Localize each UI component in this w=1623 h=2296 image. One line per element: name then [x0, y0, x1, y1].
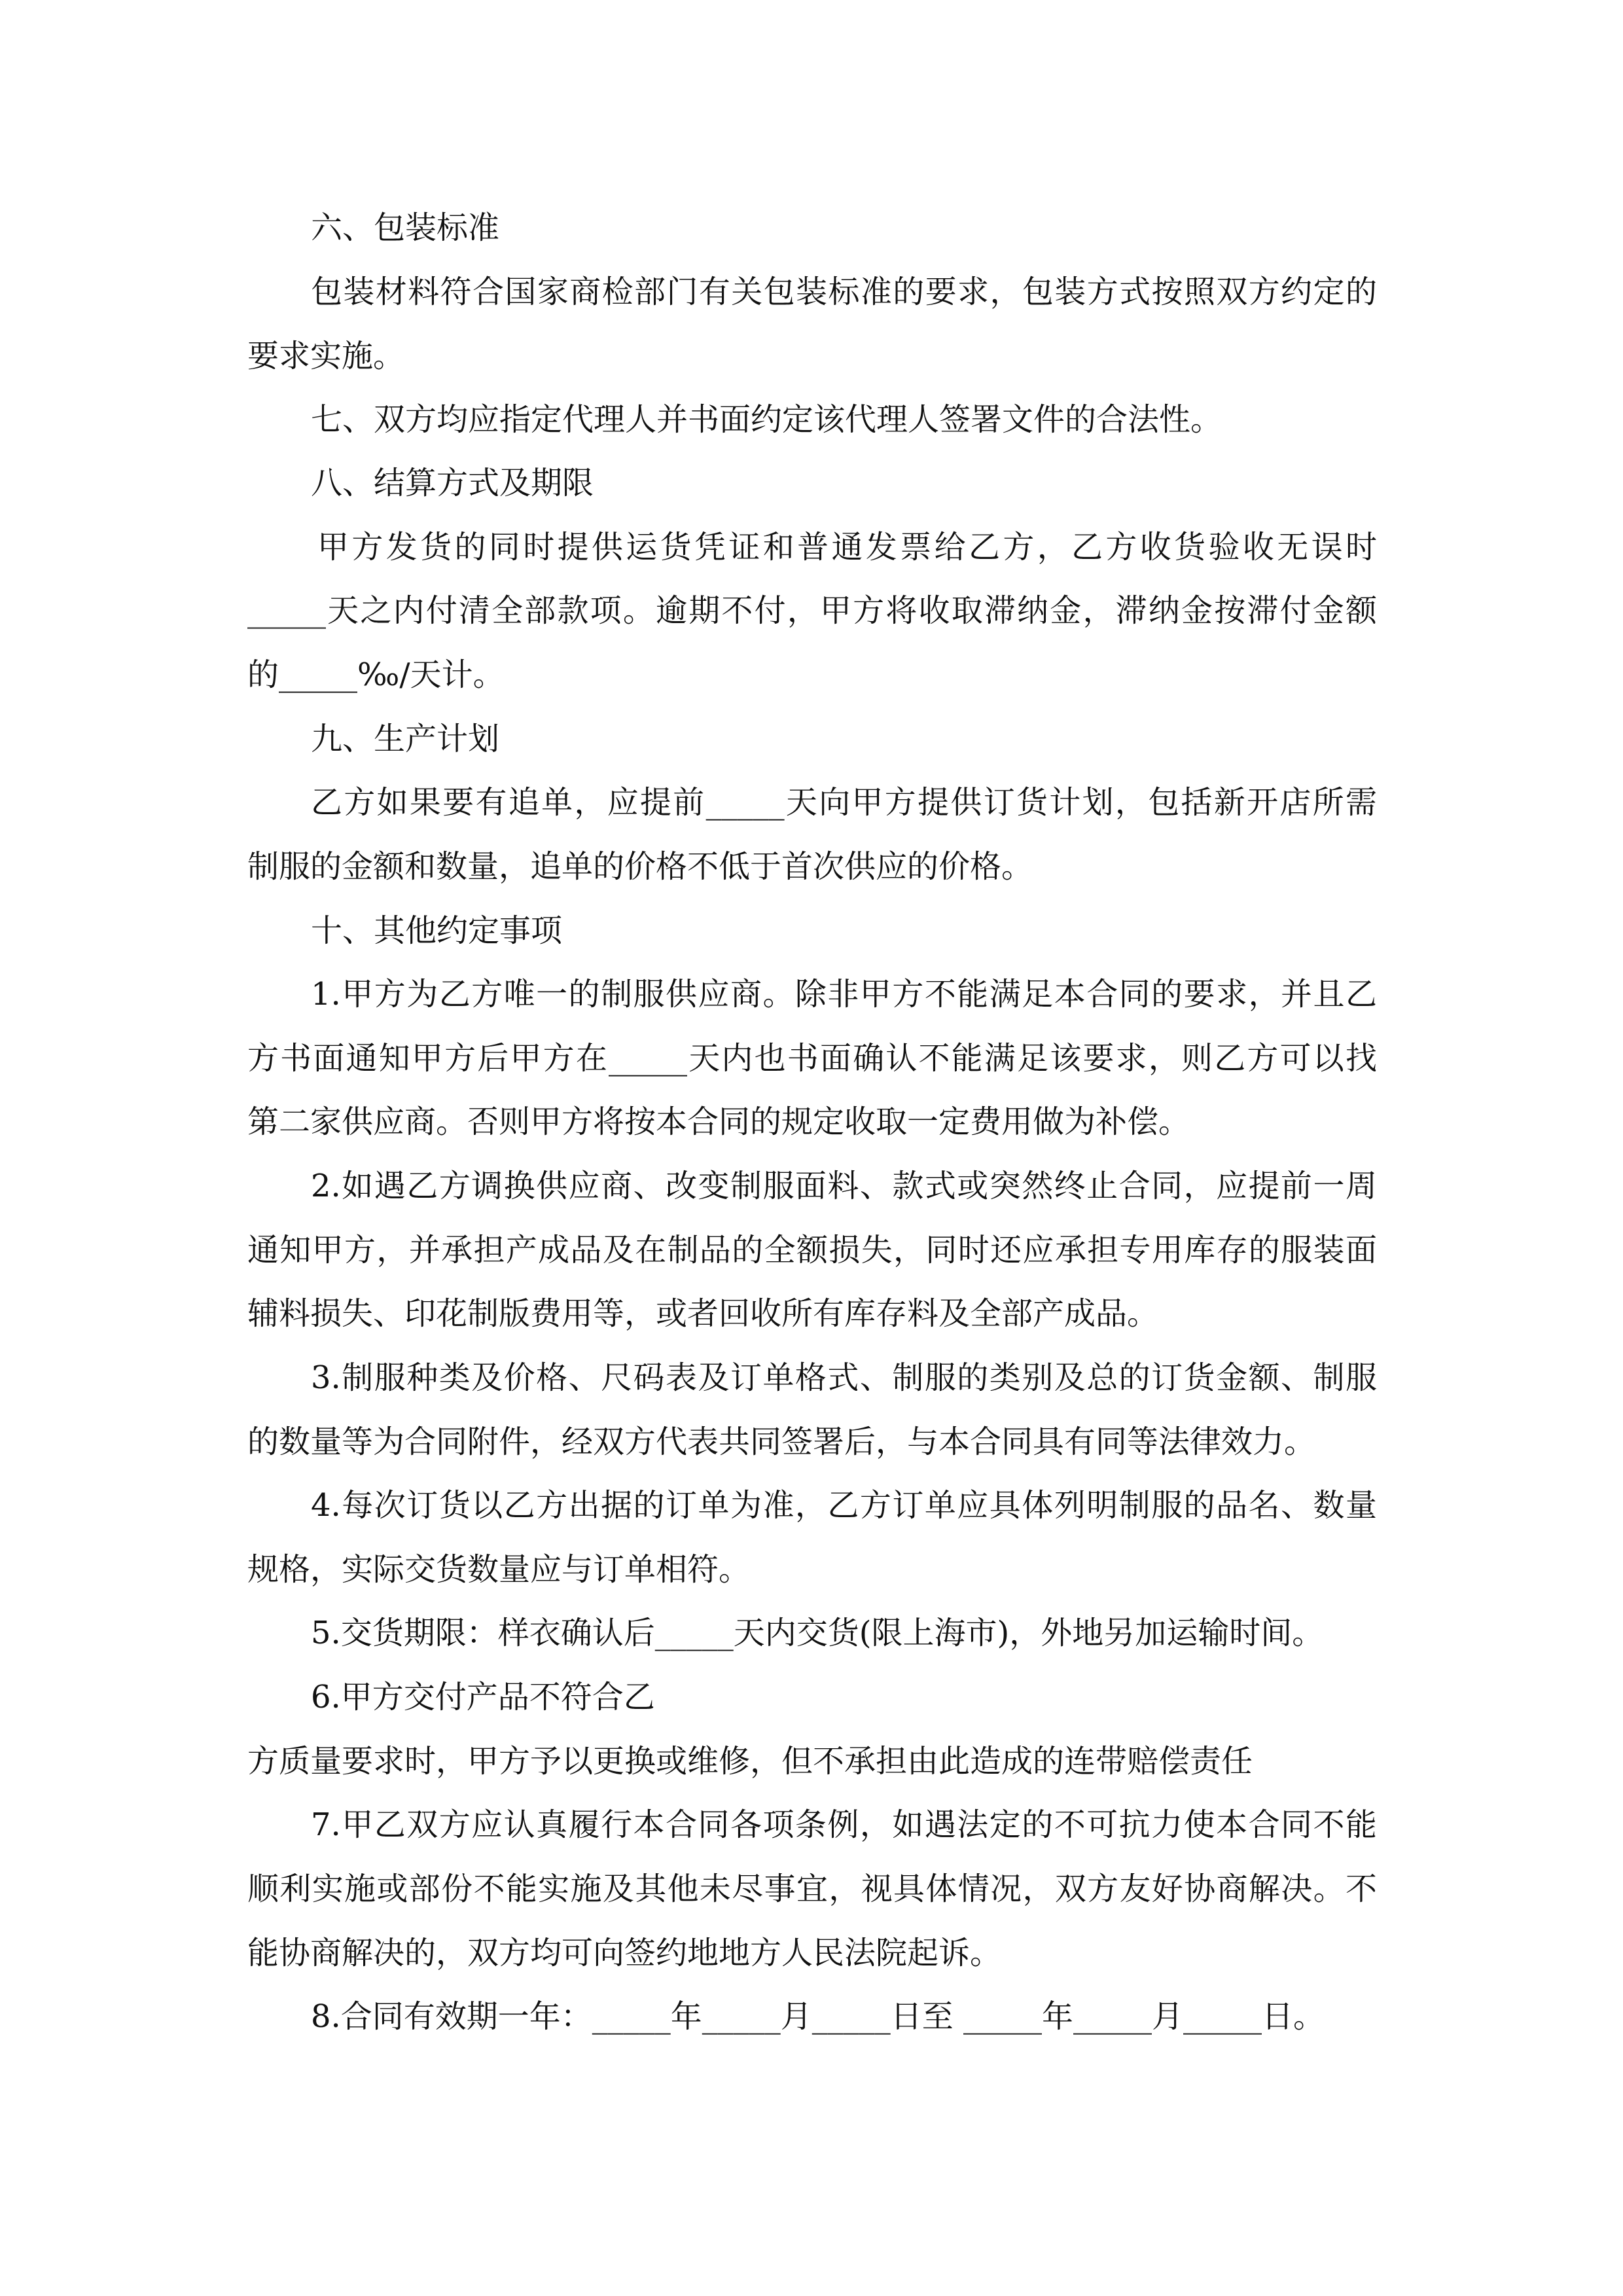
section-heading-agents: 七、双方均应指定代理人并书面约定该代理人签署文件的合法性。 — [311, 401, 1222, 438]
paragraph-line: 的数量等为合同附件，经双方代表共同签署后，与本合同具有同等法律效力。 — [247, 1424, 1316, 1460]
paragraph-line: 第二家供应商。否则甲方将按本合同的规定收取一定费用做为补偿。 — [247, 1103, 1190, 1140]
paragraph-line: 辅料损失、印花制版费用等，或者回收所有库存料及全部产成品。 — [247, 1295, 1159, 1332]
paragraph-line: 方质量要求时，甲方予以更换或维修，但不承担由此造成的连带赔偿责任 — [247, 1743, 1253, 1780]
paragraph-line: 的_____‰/天计。 — [247, 656, 505, 693]
paragraph-line: 包装材料符合国家商检部门有关包装标准的要求，包装方式按照双方约定的 — [311, 274, 1377, 310]
paragraph-line: 2.如遇乙方调换供应商、改变制服面料、款式或突然终止合同，应提前一周 — [311, 1168, 1377, 1204]
paragraph-line: 5.交货期限：样衣确认后_____天内交货(限上海市)，外地另加运输时间。 — [311, 1615, 1324, 1651]
section-heading-production-plan: 九、生产计划 — [311, 721, 500, 757]
paragraph-line: 制服的金额和数量，追单的价格不低于首次供应的价格。 — [247, 848, 1033, 885]
paragraph-line: 乙方如果要有追单，应提前_____天向甲方提供订货计划，包括新开店所需 — [311, 784, 1377, 821]
paragraph-line: 能协商解决的，双方均可向签约地地方人民法院起诉。 — [247, 1935, 1002, 1971]
section-heading-other-terms: 十、其他约定事项 — [311, 912, 563, 949]
paragraph-line: 顺利实施或部份不能实施及其他未尽事宜，视具体情况，双方友好协商解决。不 — [247, 1871, 1377, 1907]
paragraph-line: _____天之内付清全部款项。逾期不付，甲方将收取滞纳金，滞纳金按滞付金额 — [247, 592, 1377, 629]
paragraph-line: 3.制服种类及价格、尺码表及订单格式、制服的类别及总的订货金额、制服 — [311, 1359, 1377, 1396]
paragraph-line: 要求实施。 — [247, 338, 405, 374]
section-heading-settlement: 八、结算方式及期限 — [311, 465, 594, 501]
paragraph-line: 6.甲方交付产品不符合乙 — [311, 1679, 655, 1715]
paragraph-line: 方书面通知甲方后甲方在_____天内也书面确认不能满足该要求，则乙方可以找 — [247, 1040, 1377, 1077]
paragraph-line: 7.甲乙双方应认真履行本合同各项条例，如遇法定的不可抗力使本合同不能 — [311, 1806, 1377, 1843]
paragraph-line: 4.每次订货以乙方出据的订单为准，乙方订单应具体列明制服的品名、数量 — [311, 1487, 1377, 1524]
contract-validity-line: 8.合同有效期一年：_____年_____月_____日至 _____年_____月_____日。 — [311, 1998, 1325, 2035]
paragraph-line: 规格，实际交货数量应与订单相符。 — [247, 1551, 751, 1588]
paragraph-line: 甲方发货的同时提供运货凭证和普通发票给乙方，乙方收货验收无误时 — [317, 529, 1377, 565]
paragraph-line: 通知甲方，并承担产成品及在制品的全额损失，同时还应承担专用库存的服装面 — [247, 1232, 1377, 1268]
section-heading-packaging: 六、包装标准 — [311, 209, 500, 246]
paragraph-line: 1.甲方为乙方唯一的制服供应商。除非甲方不能满足本合同的要求，并且乙 — [311, 976, 1377, 1013]
